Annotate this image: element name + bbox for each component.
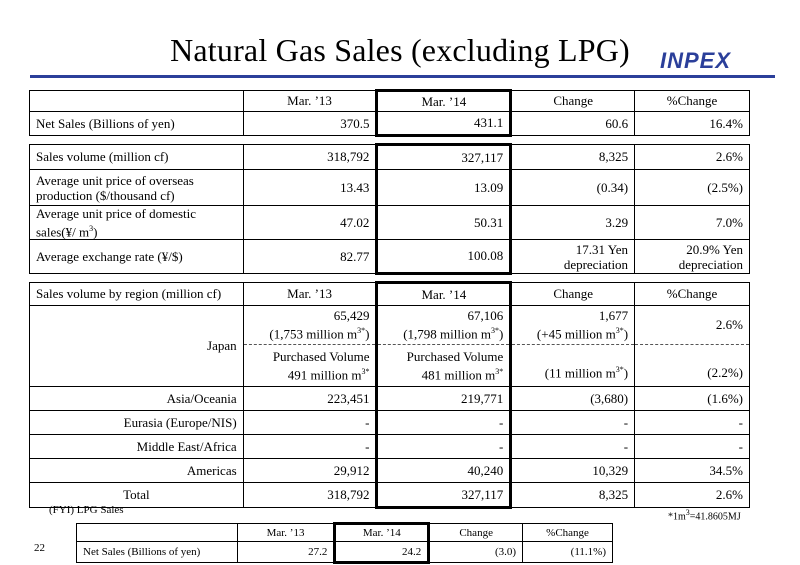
row-label: Net Sales (Billions of yen) [30, 112, 244, 136]
table-cell: 13.43 [243, 170, 377, 206]
table-row [30, 483, 750, 508]
table-cell: 29,912 [243, 459, 377, 483]
table-header-row [30, 283, 750, 306]
fyi-label: (FYI) LPG Sales [49, 504, 124, 516]
table-cell: 2.6% [635, 483, 750, 508]
page-title: Natural Gas Sales (excluding LPG) [170, 32, 630, 68]
table-cell: (3,680) [511, 387, 635, 411]
table-header-cell: Mar. ’13 [243, 283, 377, 306]
table-cell: 16.4% [635, 112, 750, 136]
table-cell: - [243, 435, 377, 459]
cell-subvalue: (1,753 million $m^{3*}$) [269, 326, 370, 342]
cell-subvalue: (1,798 million $m^{3*}$) [403, 326, 504, 342]
table-row [30, 145, 750, 170]
table-cell: - [635, 435, 750, 459]
table-cell: 8,325 [511, 145, 635, 170]
table-cell: 219,771 [377, 387, 511, 411]
table-cell: 8,325 [511, 483, 635, 508]
table-cell: 100.08 [377, 240, 511, 274]
sales-metrics-table [29, 143, 750, 275]
table-cell [511, 306, 635, 345]
table-cell: (3.0) [429, 542, 523, 563]
table-header-cell: Change [511, 283, 635, 306]
table-cell: 2.6% [635, 306, 750, 345]
table-cell: - [377, 435, 511, 459]
row-label: Average exchange rate (¥/$) [30, 240, 244, 274]
table-row [30, 170, 750, 206]
row-label: Total [30, 483, 244, 508]
table-cell [377, 345, 511, 387]
table-cell: 27.2 [237, 542, 335, 563]
table-header-row [30, 91, 750, 112]
table-cell: 318,792 [243, 483, 377, 508]
table-header-cell: Mar. ’14 [335, 524, 429, 542]
table-cell: 370.5 [243, 112, 377, 136]
table-cell: 223,451 [243, 387, 377, 411]
title-rule [30, 75, 775, 78]
table-cell: 431.1 [377, 112, 511, 136]
table-header-cell: %Change [635, 283, 750, 306]
table-row [30, 435, 750, 459]
table-cell: 3.29 [511, 206, 635, 240]
net-sales-table [29, 89, 750, 137]
table-cell: 327,117 [377, 145, 511, 170]
table-row [77, 542, 613, 563]
table-cell: 7.0% [635, 206, 750, 240]
table-row [30, 459, 750, 483]
table-row [30, 387, 750, 411]
table-cell: 82.77 [243, 240, 377, 274]
table-cell: 13.09 [377, 170, 511, 206]
table-row [30, 411, 750, 435]
table-header-cell: Sales volume by region (million cf) [30, 283, 244, 306]
table-cell [243, 345, 377, 387]
table-header-cell: Change [511, 91, 635, 112]
table-header-cell: %Change [523, 524, 613, 542]
row-label: Average unit price of domestic sales(¥/ $m^3$) [30, 206, 244, 240]
table-cell: (11.1%) [523, 542, 613, 563]
cell-value: Purchased Volume [272, 348, 370, 364]
cell-value: Purchased Volume [406, 348, 504, 364]
row-label: Eurasia (Europe/NIS) [30, 411, 244, 435]
table-header-cell: Mar. ’14 [377, 91, 511, 112]
table-header-cell: Change [429, 524, 523, 542]
table-cell: 60.6 [511, 112, 635, 136]
table-header-cell: Mar. ’13 [237, 524, 335, 542]
inpex-logo: INPEX [660, 48, 732, 73]
table-cell: 24.2 [335, 542, 429, 563]
row-label: Average unit price of overseas production ($/thousand cf) [30, 170, 244, 206]
table-cell [377, 306, 511, 345]
table-cell: 318,792 [243, 145, 377, 170]
table-cell: 10,329 [511, 459, 635, 483]
region-sales-table [29, 281, 750, 509]
table-header-cell [30, 91, 244, 112]
table-cell: 50.31 [377, 206, 511, 240]
cell-subvalue: 481 million $m^{3*}$ [421, 366, 504, 383]
row-label: Asia/Oceania [30, 387, 244, 411]
table-row [30, 306, 750, 345]
table-header-cell [77, 524, 238, 542]
table-header-cell: Mar. ’14 [377, 283, 511, 306]
table-cell: - [511, 435, 635, 459]
row-label: Japan [30, 306, 244, 387]
table-cell: 17.31 Yen depreciation [511, 240, 635, 274]
table-header-cell: Mar. ’13 [243, 91, 377, 112]
table-cell: 327,117 [377, 483, 511, 508]
table-cell: 20.9% Yen depreciation [635, 240, 750, 274]
table-cell: 47.02 [243, 206, 377, 240]
table-row [30, 206, 750, 240]
table-cell: (0.34) [511, 170, 635, 206]
table-cell: (11 million $m^{3*}$) [511, 345, 635, 387]
table-header-cell: %Change [635, 91, 750, 112]
footnote: $*1m^3=41.8605MJ$ [668, 508, 741, 523]
table-cell: (2.5%) [635, 170, 750, 206]
table-cell: 34.5% [635, 459, 750, 483]
table-cell: 40,240 [377, 459, 511, 483]
cell-subvalue: 491 million $m^{3*}$ [287, 366, 370, 383]
row-label: Middle East/Africa [30, 435, 244, 459]
cell-subvalue: (+45 million $m^{3*}$) [536, 326, 629, 342]
table-cell: - [635, 411, 750, 435]
table-cell: (1.6%) [635, 387, 750, 411]
cell-value: 67,106 [467, 308, 504, 324]
lpg-sales-table [76, 522, 613, 564]
table-cell: - [511, 411, 635, 435]
cell-value: 65,429 [333, 308, 370, 324]
row-label: Americas [30, 459, 244, 483]
table-header-row [77, 524, 613, 542]
table-cell: (2.2%) [635, 345, 750, 387]
table-cell: 2.6% [635, 145, 750, 170]
table-row [30, 112, 750, 136]
cell-value: 1,677 [598, 308, 629, 324]
page-number: 22 [34, 542, 45, 554]
table-cell [243, 306, 377, 345]
row-label: Sales volume (million cf) [30, 145, 244, 170]
table-row [30, 240, 750, 274]
table-cell: - [243, 411, 377, 435]
row-label: Net Sales (Billions of yen) [77, 542, 238, 563]
table-cell: - [377, 411, 511, 435]
